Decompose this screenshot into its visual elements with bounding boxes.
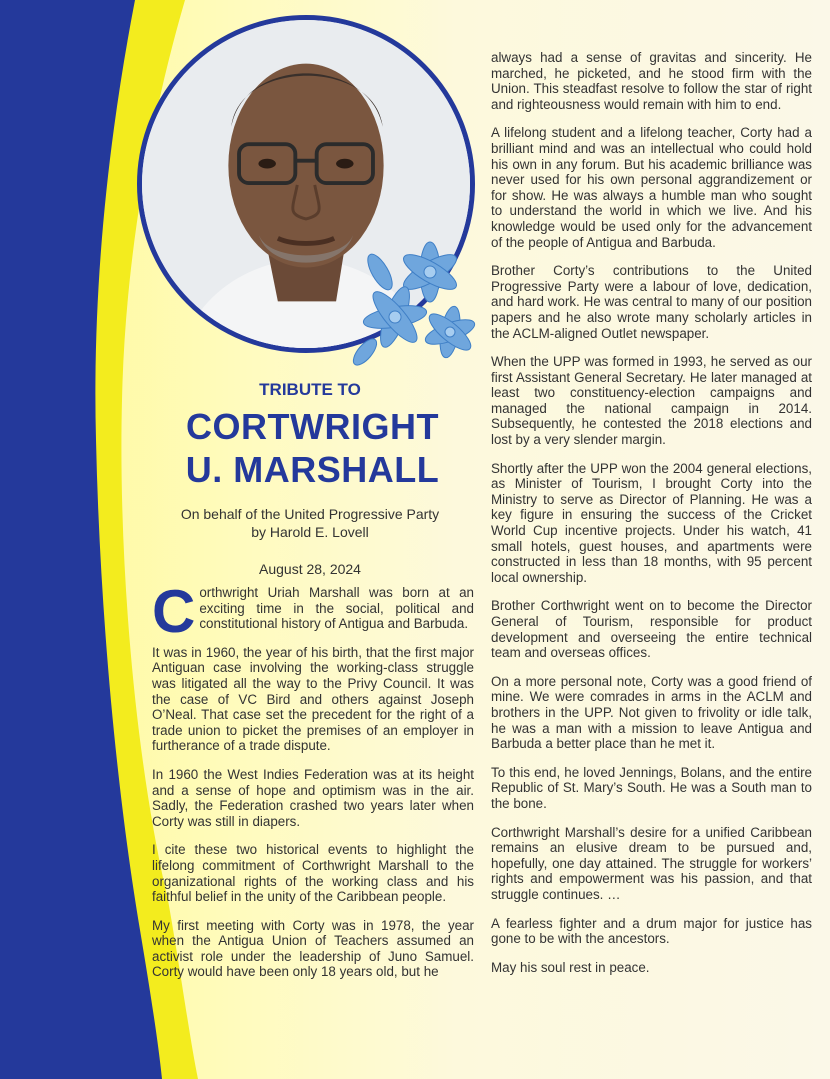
paragraph-11: Brother Corthwright went on to become the Director General of Tourism, responsible for product development and overseeing the entire technical team and overseas offices. xyxy=(491,598,812,661)
paragraph-1-text: orthwright Uriah Marshall was born at an exciting time in the social, political and constitutional history of Antigua and Barbuda. xyxy=(199,585,474,632)
on-behalf-credit xyxy=(160,505,460,541)
drop-cap: C xyxy=(152,578,196,645)
right-body-column xyxy=(491,50,812,988)
tribute-label: TRIBUTE TO xyxy=(259,380,361,399)
title-block xyxy=(150,380,475,577)
paragraph-5: My first meeting with Corty was in 1978, the year when the Antigua Union of Teachers assumed an activist role under the leadership of Juno Samuel. Corty would have been only 18 years old, but he xyxy=(152,917,474,980)
paragraph-7: A lifelong student and a lifelong teacher, Corty had a brilliant mind and was an intellectual who could hold his own in any forum. But his academic brilliance was never used for his own personal aggrandizement or for show. He was always a humble man who sought to understand the world in which we live. And his knowledge would be used only for the advancement of the people of Antigua and Barbuda. xyxy=(491,125,812,250)
paragraph-12: On a more personal note, Corty was a good friend of mine. We were comrades in arms in the ACLM and brothers in the UPP. Not given to frivolity or idle talk, he was a man with a mission to leave Antigua and Barbuda a better place than he met it. xyxy=(491,673,812,752)
paragraph-2: It was in 1960, the year of his birth, that the first major Antiguan case involving the working-class struggle was litigated all the way to the Privy Council. It was the case of VC Bird and others against Joseph O’Neal. That case set the precedent for the right of a trade union to picket the premises of an employer in furtherance of a trade dispute. xyxy=(152,644,474,754)
paragraph-9: When the UPP was formed in 1993, he served as our first Assistant General Secretary. He later managed at least two constituency-election campaigns and managed the national campaign in 2014. Subsequently, he contested the 2018 elections and lost by a very slender margin. xyxy=(491,354,812,448)
paragraph-16: May his soul rest in peace. xyxy=(491,959,650,975)
paragraph-3: In 1960 the West Indies Federation was at its height and a sense of hope and optimism was in the air. Sadly, the Federation crashed two years later when Corty was still in diapers. xyxy=(152,766,474,829)
paragraph-4: I cite these two historical events to highlight the lifelong commitment of Corthwright Marshall to the organizational rights of the working class and his faithful belief in the unity of the Caribbean people. xyxy=(152,842,474,905)
paragraph-14: Corthwright Marshall’s desire for a unified Caribbean remains an elusive dream to be pursued and, hopefully, one day attained. The struggle for workers’ rights and empowerment was his passion, and that struggle continues. … xyxy=(491,824,812,902)
honoree-name-line-2: U. MARSHALL xyxy=(185,449,440,490)
paragraph-15: A fearless fighter and a drum major for justice has gone to be with the ancestors. xyxy=(491,915,812,947)
paragraph-8: Brother Corty’s contributions to the United Progressive Party were a labour of love, dedication, and hard work. He was central to many of our position papers and he also wrote many scholarly articles in the ACLM-aligned Outlet newspaper. xyxy=(491,263,812,341)
blue-lily-flowers-decoration xyxy=(340,232,485,377)
paragraph-1 xyxy=(152,578,474,645)
paragraph-6: always had a sense of gravitas and sincerity. He marched, he picketed, and he stood firm with the Union. This steadfast resolve to follow the star of right and righteousness would remain with him to end. xyxy=(491,50,812,112)
paragraph-10: Shortly after the UPP won the 2004 general elections, as Minister of Tourism, I brought Corty into the Ministry to serve as Director of Planning. He was a key figure in ensuring the success of the Cricket World Cup incentive projects. Under his watch, 41 small hotels, guest houses, and apartments were constructed in less than 18 months, with 95 percent local ownership. xyxy=(491,460,812,585)
behalf-line-2: by Harold E. Lovell xyxy=(251,524,369,540)
honoree-name-line-1: CORTWRIGHT xyxy=(186,406,439,447)
left-body-column xyxy=(152,578,474,993)
tribute-date: August 28, 2024 xyxy=(259,561,361,577)
paragraph-13: To this end, he loved Jennings, Bolans, and the entire Republic of St. Mary’s South. He was a South man to the bone. xyxy=(491,764,812,811)
behalf-line-1: On behalf of the United Progressive Party xyxy=(180,506,440,522)
